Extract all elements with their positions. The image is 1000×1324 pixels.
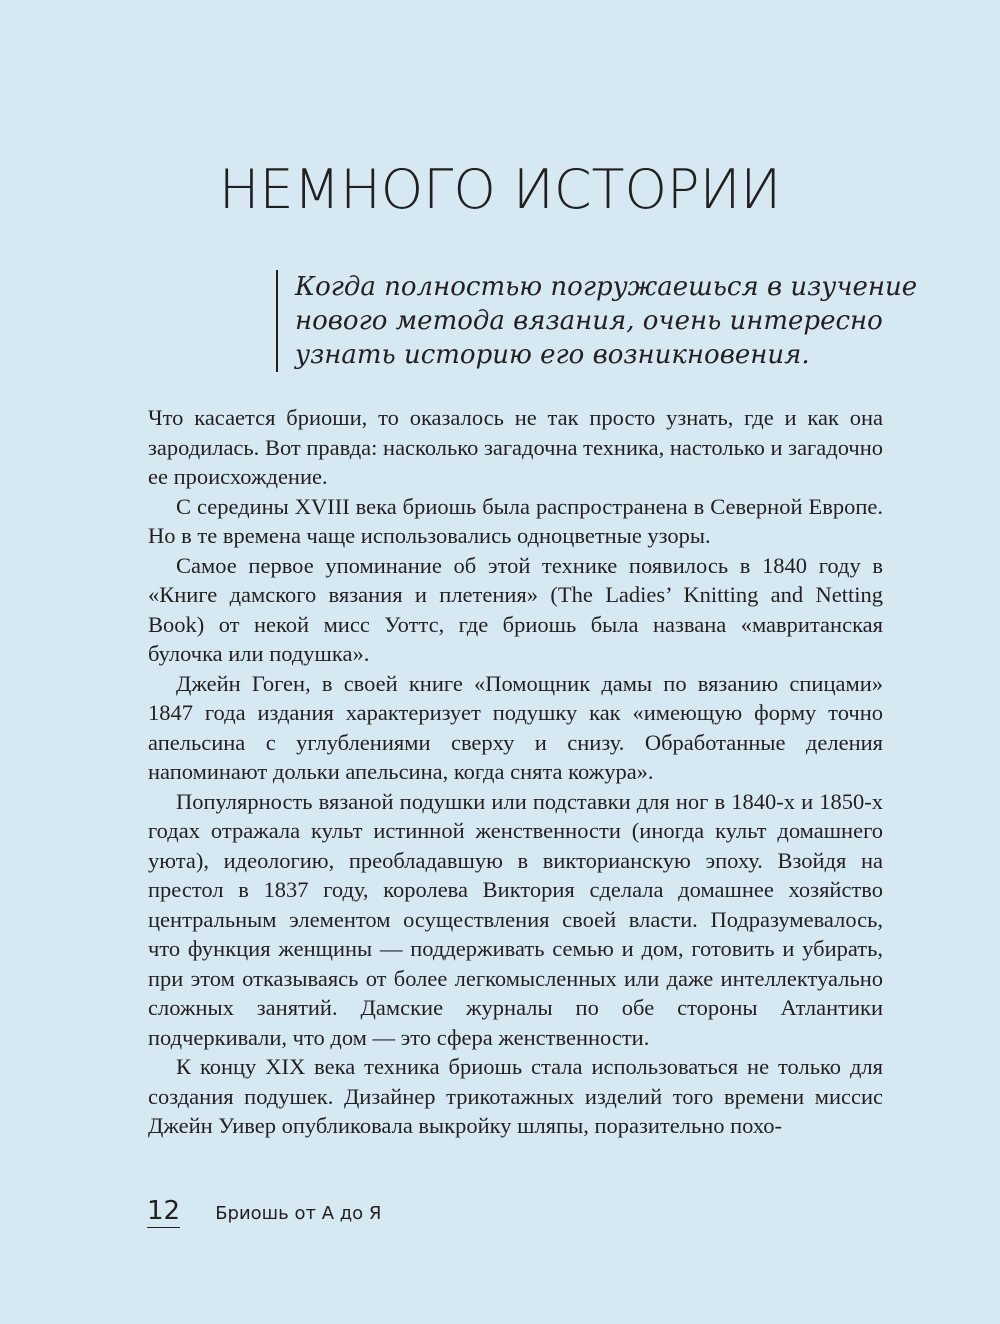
paragraph: С середины XVIII века бриошь была распространена в Северной Европе. Но в те времена чаще использовались одноцветные узоры. [148,493,883,548]
paragraph: Джейн Гоген, в своей книге «Помощник дамы по вязанию спицами» 1847 года издания характеризует подушку как «имеющую форму точно апельсина с углублениями сверху и снизу. Обработанные деления напоминают дольки апельсина, когда снята кожура». [148,670,883,784]
page-number: 12 [147,1196,181,1226]
running-title: Бриошь от А до Я [215,1203,382,1224]
page-footer [147,1196,381,1228]
epigraph-quote: Когда полностью погружаешься в изучение нового метода вязания, очень интересно узнать историю его возникновения. [276,270,935,372]
body-text [148,403,883,1141]
paragraph: Самое первое упоминание об этой технике появилось в 1840 году в «Книге дамского вязания и плетения» (The Ladies’ Knitting and Netting Book) от некой мисс Уоттс, где бриошь была названа «мавританская булочка или подушка». [148,552,883,666]
paragraph: К концу XIX века техника бриошь стала использоваться не только для создания подушек. Дизайнер трикотажных изделий того времени миссис Джейн Уивер опубликовала выкройку шляпы, поразительно похо- [148,1054,883,1138]
page-title: НЕМНОГО ИСТОРИИ [218,158,782,221]
paragraph: Популярность вязаной подушки или подставки для ног в 1840-х и 1850-х годах отражала культ истинной женственности (иногда культ домашнего уюта), идеологию, преобладавшую в викторианскую эпоху. Взойдя на престол в 1837 году, королева Виктория сделала домашнее хозяйство центральным элементом осуществления своей власти. Подразумевалось, что функция женщины — поддерживать семью и дом, готовить и убирать, при этом отказываясь от более легкомысленных или даже интеллектуально сложных занятий. Дамские журналы по обе стороны Атлантики подчеркивали, что дом — это сфера женственности. [148,788,883,1050]
paragraph: Что касается бриоши, то оказалось не так просто узнать, где и как она зародилась. Вот правда: насколько загадочна техника, настолько и загадочно ее происхождение. [148,405,883,489]
